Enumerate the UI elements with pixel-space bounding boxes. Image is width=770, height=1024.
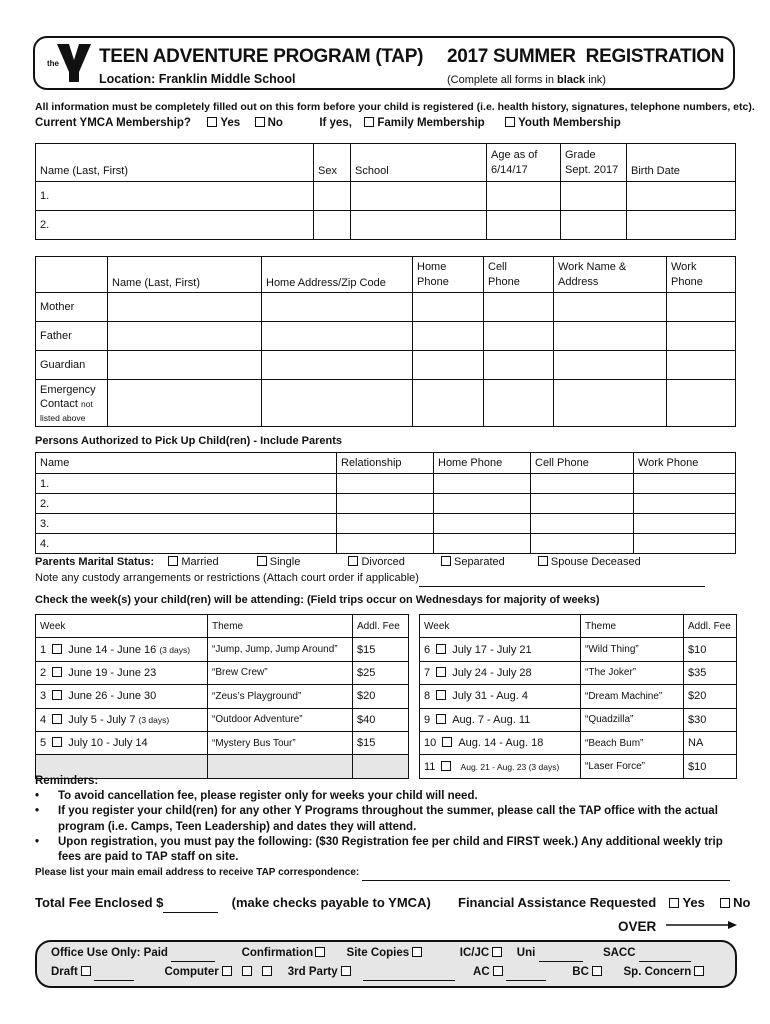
youth-membership-checkbox[interactable] [505, 117, 515, 127]
week-cell [420, 731, 581, 754]
week-header: Week [420, 615, 581, 638]
week-cell [36, 731, 208, 754]
week-checkbox[interactable] [436, 714, 446, 724]
week-checkbox[interactable] [52, 644, 62, 654]
week-fee: NA [684, 731, 737, 754]
office-bc-checkbox[interactable] [592, 966, 602, 976]
guardian-work-field[interactable] [554, 351, 667, 380]
parent-cell-phone-header: Cell Phone [484, 257, 554, 293]
fee-header: Addl. Fee [684, 615, 737, 638]
father-name-field[interactable] [108, 322, 262, 351]
week-fee: $25 [353, 661, 409, 684]
week-theme: “Laser Force” [581, 755, 684, 778]
emergency-work-phone-field[interactable] [667, 380, 736, 427]
pickup-2-work-field[interactable] [634, 494, 736, 514]
logo-text: the [47, 59, 59, 68]
week-checkbox[interactable] [436, 644, 446, 654]
marital-status: Parents Marital Status: Married Single Divorced Separated Spouse Deceased [35, 556, 641, 568]
office-third-party-checkbox[interactable] [341, 966, 351, 976]
guardian-work-phone-field[interactable] [667, 351, 736, 380]
spouse-deceased-checkbox[interactable] [538, 556, 548, 566]
week-note: (3 days) [159, 644, 191, 655]
parent-row-guardian [36, 351, 736, 380]
child-birthdate-header: Birth Date [627, 144, 736, 182]
pickup-1-name-field[interactable]: 1. [36, 474, 337, 494]
pickup-2-name-field[interactable]: 2. [36, 494, 337, 514]
emergency-address-field[interactable] [262, 380, 413, 427]
week-number: 1 [40, 643, 47, 656]
week-number: 9 [424, 713, 431, 726]
week-cell [420, 708, 581, 731]
child-table [35, 143, 736, 240]
guardian-cell-phone-field[interactable] [484, 351, 554, 380]
child-2-age-field[interactable] [487, 211, 561, 240]
pickup-relationship-header: Relationship [337, 453, 434, 474]
week-checkbox[interactable] [442, 737, 452, 747]
single-checkbox[interactable] [257, 556, 267, 566]
pickup-name-header: Name [36, 453, 337, 474]
pickup-4-relationship-field[interactable] [337, 534, 434, 554]
weeks-table-left [35, 614, 409, 779]
pickup-3-cell-field[interactable] [531, 514, 634, 534]
week-row [36, 731, 409, 754]
child-2-birthdate-field[interactable] [627, 211, 736, 240]
week-fee: $35 [684, 661, 737, 684]
parent-work-name-header: Work Name & Address [554, 257, 667, 293]
pickup-1-work-field[interactable] [634, 474, 736, 494]
ink-note: (Complete all forms in black ink) [447, 74, 606, 86]
week-checkbox[interactable] [436, 667, 446, 677]
week-note: (3 days) [138, 714, 170, 725]
week-dates: June 19 - June 23 [68, 666, 157, 679]
week-fee: $40 [353, 708, 409, 731]
office-uni-field[interactable] [539, 949, 583, 962]
week-theme: “Brew Crew” [208, 661, 353, 684]
email-line: Please list your main email address to receive TAP correspondence: [35, 867, 730, 881]
week-note: Aug. 21 - Aug. 23 (3 days) [460, 761, 560, 772]
week-fee: $10 [684, 755, 737, 778]
week-checkbox[interactable] [52, 737, 62, 747]
week-dates: July 10 - July 14 [68, 737, 148, 750]
mother-work-phone-field[interactable] [667, 293, 736, 322]
mother-address-field[interactable] [262, 293, 413, 322]
week-cell [420, 661, 581, 684]
week-dates: July 31 - Aug. 4 [452, 690, 529, 703]
week-dates: Aug. 7 - Aug. 11 [452, 713, 531, 726]
pickup-work-phone-header: Work Phone [634, 453, 736, 474]
father-address-field[interactable] [262, 322, 413, 351]
child-2-name-field[interactable]: 2. [36, 211, 314, 240]
week-row [36, 685, 409, 708]
pickup-row [36, 474, 736, 494]
pickup-cell-phone-header: Cell Phone [531, 453, 634, 474]
week-row [420, 638, 737, 661]
reminder-item: • To avoid cancellation fee, please register only for weeks your child will need. [35, 789, 740, 804]
guardian-name-field[interactable] [108, 351, 262, 380]
week-row [36, 638, 409, 661]
fee-header: Addl. Fee [353, 615, 409, 638]
reminder-item: • Upon registration, you must pay the following: ($30 Registration fee per child and FIRST week.) Any additional weekly trip fees are paid to TAP staff on site. [35, 835, 740, 865]
office-sacc-field[interactable] [639, 949, 691, 962]
week-checkbox[interactable] [441, 761, 451, 771]
theme-header: Theme [581, 615, 684, 638]
child-1-sex-field[interactable] [314, 182, 351, 211]
pickup-3-name-field[interactable]: 3. [36, 514, 337, 534]
office-computer-checkbox-1[interactable] [222, 966, 232, 976]
child-school-header: School [351, 144, 487, 182]
week-theme: “Quadzilla” [581, 708, 684, 731]
married-checkbox[interactable] [168, 556, 178, 566]
weeks-table-right [419, 614, 737, 779]
child-2-sex-field[interactable] [314, 211, 351, 240]
father-cell-phone-field[interactable] [484, 322, 554, 351]
week-number: 4 [40, 713, 47, 726]
week-checkbox[interactable] [52, 690, 62, 700]
week-theme: “Beach Bum” [581, 731, 684, 754]
pickup-header-row [36, 453, 736, 474]
parent-row-father [36, 322, 736, 351]
office-third-party-field[interactable] [363, 968, 455, 981]
total-fee: Total Fee Enclosed $ (make checks payable to YMCA) [35, 895, 431, 913]
pickup-1-home-field[interactable] [434, 474, 531, 494]
office-ac-field[interactable] [506, 968, 546, 981]
parent-table [35, 256, 736, 427]
divorced-checkbox[interactable] [348, 556, 358, 566]
mother-cell-phone-field[interactable] [484, 293, 554, 322]
custody-note: Note any custody arrangements or restrictions (Attach court order if applicable) [35, 572, 705, 587]
week-fee: $20 [353, 685, 409, 708]
pickup-4-work-field[interactable] [634, 534, 736, 554]
week-number: 8 [424, 690, 431, 703]
week-header: Week [36, 615, 208, 638]
office-confirmation-checkbox[interactable] [315, 947, 325, 957]
week-number: 5 [40, 737, 47, 750]
arrow-right-icon [666, 920, 738, 930]
pickup-4-home-field[interactable] [434, 534, 531, 554]
week-dates: June 26 - June 30 [68, 690, 157, 703]
office-icjc-checkbox[interactable] [492, 947, 502, 957]
week-cell [36, 685, 208, 708]
week-cell [36, 661, 208, 684]
pickup-2-cell-field[interactable] [531, 494, 634, 514]
child-2-grade-field[interactable] [561, 211, 627, 240]
week-row [36, 661, 409, 684]
parent-home-phone-header: Home Phone [413, 257, 484, 293]
emergency-cell-phone-field[interactable] [484, 380, 554, 427]
pickup-row [36, 494, 736, 514]
week-dates: July 5 - July 7 [68, 713, 136, 726]
intro-text: All information must be completely filled out on this form before your child is registered (i.e. health history, signatures, telephone numbers, etc). [35, 101, 755, 113]
reminders-title: Reminders: [35, 775, 99, 787]
week-cell [420, 638, 581, 661]
parent-address-header: Home Address/Zip Code [262, 257, 413, 293]
week-fee: $20 [684, 685, 737, 708]
week-dates: Aug. 14 - Aug. 18 [458, 737, 544, 750]
week-fee: $15 [353, 638, 409, 661]
separated-checkbox[interactable] [441, 556, 451, 566]
custody-field[interactable] [419, 574, 705, 587]
pickup-2-relationship-field[interactable] [337, 494, 434, 514]
week-theme: “Mystery Bus Tour” [208, 731, 353, 754]
pickup-1-cell-field[interactable] [531, 474, 634, 494]
week-dates: June 14 - June 16 [68, 643, 157, 656]
week-fee: $15 [353, 731, 409, 754]
weeks-heading: Check the week(s) your child(ren) will be attending: (Field trips occur on Wednesdays for majority of weeks) [35, 594, 600, 606]
week-cell [36, 708, 208, 731]
parent-name-header: Name (Last, First) [108, 257, 262, 293]
week-row [420, 708, 737, 731]
pickup-3-home-field[interactable] [434, 514, 531, 534]
week-cell [420, 685, 581, 708]
office-use-box: Office Use Only: Paid Confirmation Site Copies IC/JC Uni SACC Draft Computer 3rd Party AC BC Sp. Concern [35, 940, 737, 988]
membership-yes-checkbox[interactable] [207, 117, 217, 127]
week-cell [36, 638, 208, 661]
pickup-4-name-field[interactable]: 4. [36, 534, 337, 554]
child-table-header [36, 144, 736, 182]
office-draft-checkbox[interactable] [81, 966, 91, 976]
emergency-work-field[interactable] [554, 380, 667, 427]
program-title: TEEN ADVENTURE PROGRAM (TAP) [99, 46, 424, 67]
week-checkbox[interactable] [436, 690, 446, 700]
week-dates: July 24 - July 28 [452, 666, 532, 679]
pickup-table [35, 452, 736, 554]
membership-no-checkbox[interactable] [255, 117, 265, 127]
week-number: 3 [40, 690, 47, 703]
week-row [420, 731, 737, 754]
office-ac-checkbox[interactable] [493, 966, 503, 976]
parent-row-emergency [36, 380, 736, 427]
child-sex-header: Sex [314, 144, 351, 182]
office-draft-field[interactable] [94, 968, 134, 981]
financial-assistance: Financial Assistance Requested Yes No [458, 895, 751, 910]
reminders [35, 774, 740, 865]
child-grade-header: Grade Sept. 2017 [561, 144, 627, 182]
mother-home-phone-field[interactable] [413, 293, 484, 322]
child-row [36, 211, 736, 240]
child-age-header: Age as of 6/14/17 [487, 144, 561, 182]
ymca-logo [45, 42, 91, 84]
week-number: 11 [424, 760, 436, 773]
program-location: Location: Franklin Middle School [99, 72, 296, 86]
week-row [420, 685, 737, 708]
week-fee: $30 [684, 708, 737, 731]
pickup-2-home-field[interactable] [434, 494, 531, 514]
child-name-header: Name (Last, First) [36, 144, 314, 182]
child-1-birthdate-field[interactable] [627, 182, 736, 211]
total-fee-field[interactable] [163, 897, 218, 913]
office-site-copies-checkbox[interactable] [412, 947, 422, 957]
reminder-item: • If you register your child(ren) for any other Y Programs throughout the summer, please call the TAP office with the actual program (i.e. Camps, Teen Leadership) and dates they will attend. [35, 804, 740, 834]
week-theme: “Dream Machine” [581, 685, 684, 708]
header-box [33, 36, 735, 90]
mother-work-field[interactable] [554, 293, 667, 322]
pickup-1-relationship-field[interactable] [337, 474, 434, 494]
family-membership-checkbox[interactable] [364, 117, 374, 127]
week-number: 10 [424, 737, 437, 750]
week-theme: “Jump, Jump, Jump Around” [208, 638, 353, 661]
finaid-yes-checkbox[interactable] [669, 898, 679, 908]
week-row [420, 661, 737, 684]
parent-work-phone-header: Work Phone [667, 257, 736, 293]
week-number: 2 [40, 666, 47, 679]
over-label: OVER [618, 919, 738, 934]
pickup-4-cell-field[interactable] [531, 534, 634, 554]
parent-row-label: Father [36, 322, 108, 351]
emergency-contact-label: Emergency Contact not listed above [36, 380, 108, 427]
emergency-home-phone-field[interactable] [413, 380, 484, 427]
father-home-phone-field[interactable] [413, 322, 484, 351]
pickup-home-phone-header: Home Phone [434, 453, 531, 474]
parent-table-header [36, 257, 736, 293]
week-row [36, 708, 409, 731]
child-1-name-field[interactable]: 1. [36, 182, 314, 211]
week-number: 6 [424, 643, 431, 656]
child-2-school-field[interactable] [351, 211, 487, 240]
pickup-row [36, 534, 736, 554]
pickup-3-work-field[interactable] [634, 514, 736, 534]
child-row [36, 182, 736, 211]
office-computer-checkbox-3[interactable] [262, 966, 272, 976]
email-field[interactable] [362, 869, 730, 881]
father-work-phone-field[interactable] [667, 322, 736, 351]
weeks-header-row [420, 615, 737, 638]
parent-row-label: Mother [36, 293, 108, 322]
father-work-field[interactable] [554, 322, 667, 351]
week-checkbox[interactable] [52, 667, 62, 677]
theme-header: Theme [208, 615, 353, 638]
parent-row-label: Guardian [36, 351, 108, 380]
guardian-home-phone-field[interactable] [413, 351, 484, 380]
child-1-school-field[interactable] [351, 182, 487, 211]
week-number: 7 [424, 666, 431, 679]
week-theme: “The Joker” [581, 661, 684, 684]
week-theme: “Wild Thing” [581, 638, 684, 661]
finaid-no-checkbox[interactable] [720, 898, 730, 908]
guardian-address-field[interactable] [262, 351, 413, 380]
week-fee: $10 [684, 638, 737, 661]
pickup-3-relationship-field[interactable] [337, 514, 434, 534]
week-checkbox[interactable] [52, 714, 62, 724]
mother-name-field[interactable] [108, 293, 262, 322]
week-theme: “Zeus’s Playground” [208, 685, 353, 708]
week-theme: “Outdoor Adventure” [208, 708, 353, 731]
registration-title: 2017 SUMMER REGISTRATION [447, 46, 725, 67]
membership-question: Current YMCA Membership? Yes No If yes, Family Membership Youth Membership [35, 117, 621, 129]
pickup-row [36, 514, 736, 534]
emergency-name-field[interactable] [108, 380, 262, 427]
child-1-grade-field[interactable] [561, 182, 627, 211]
parent-row-mother [36, 293, 736, 322]
office-paid-field[interactable] [171, 949, 215, 962]
child-1-age-field[interactable] [487, 182, 561, 211]
office-computer-checkbox-2[interactable] [242, 966, 252, 976]
office-sp-concern-checkbox[interactable] [694, 966, 704, 976]
pickup-heading: Persons Authorized to Pick Up Child(ren) - Include Parents [35, 435, 343, 447]
week-dates: July 17 - July 21 [452, 643, 532, 656]
weeks-header-row [36, 615, 409, 638]
